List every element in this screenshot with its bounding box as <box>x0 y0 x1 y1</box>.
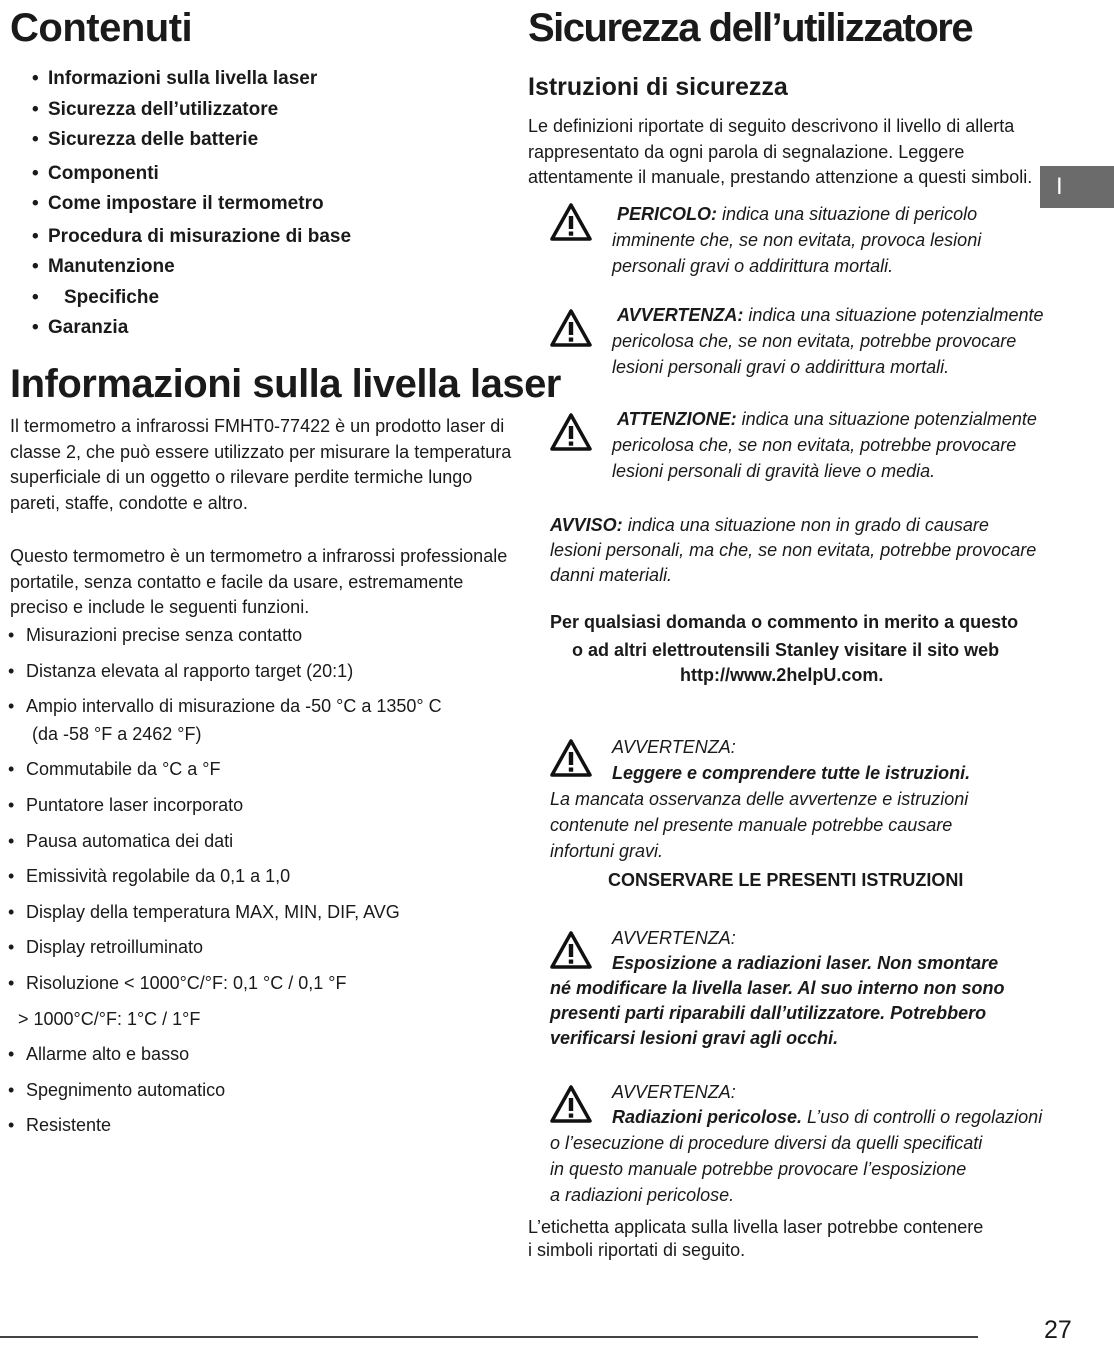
info-paragraph-1: Il termometro a infrarossi FMHT0-77422 è un prodotto laser di classe 2, che può essere utilizzato per misurare la temperatura superficiale di un oggetto o rilevare perdite termiche lungo pareti, staffe, condotte e altro. <box>10 416 512 513</box>
section-title-safety: Sicurezza dell’utilizzatore <box>528 6 973 50</box>
contact-info: Per qualsiasi domanda o commento in merito a questo o ad altri elettroutensili Stanley visitare il sito web http://www.2helpU.com. <box>550 612 1019 685</box>
toc-item[interactable]: • Componenti <box>32 162 159 184</box>
toc-item[interactable]: • Specifiche <box>32 286 160 308</box>
page-number: 27 <box>1044 1316 1072 1344</box>
warning-triangle-icon <box>550 412 592 452</box>
warning-block-text: La mancata osservanza delle avvertenze e istruzioni contenute nel presente manuale potrebbe causare infortuni gravi. <box>550 789 969 861</box>
laser-warning-text: Esposizione a radiazioni laser. Non smontare né modificare la livella laser. Al suo interno non sono presenti parti riparabili dall’utilizzatore. Potrebbero verificarsi lesioni gravi agli occhi. <box>550 953 1005 1048</box>
warning-block-label: AVVERTENZA: Leggere e comprendere tutte le istruzioni. <box>612 737 971 783</box>
list-item: • Display retroilluminato <box>8 937 204 958</box>
list-item: • Risoluzione < 1000°C/°F: 0,1 °C / 0,1 °F <box>8 972 347 993</box>
list-item: • Spegnimento automatico <box>8 1079 226 1100</box>
warning-triangle-icon <box>550 202 592 242</box>
toc-item[interactable]: • Garanzia <box>32 317 129 338</box>
warning-triangle-icon <box>550 308 592 348</box>
toc-item[interactable]: • Sicurezza dell’utilizzatore <box>32 98 279 120</box>
toc-item[interactable]: • Come impostare il termometro <box>32 193 324 214</box>
warning-definition: AVVERTENZA: indica una situazione potenzialmente pericolosa che, se non evitata, potrebbe provocare lesioni personali gravi o addirittura mortali. <box>612 305 1044 377</box>
list-item: • Misurazioni precise senza contatto <box>8 625 303 645</box>
list-item: • Allarme alto e basso <box>8 1044 190 1065</box>
toc-title: Contenuti <box>10 6 193 50</box>
toc-item[interactable]: • Sicurezza delle batterie <box>32 129 259 150</box>
radiation-warning-text: Radiazioni pericolose. L’uso di controlli o regolazioni o l’esecuzione di procedure diversi da quelli specificati in questo manuale potrebbe provocare l’esposizione a radiazioni pericolose. <box>550 1107 1043 1205</box>
danger-definition: PERICOLO: indica una situazione di pericolo imminente che, se non evitata, provoca lesioni personali gravi o addirittura mortali. <box>612 204 982 276</box>
toc-item[interactable]: • Manutenzione <box>32 256 175 277</box>
toc-item[interactable]: • Informazioni sulla livella laser <box>32 68 318 89</box>
safety-intro: Le definizioni riportate di seguito descrivono il livello di allerta rappresentato da ogni parola di segnalazione. Leggere attentamente il manuale, prestando attenzione a questi simboli. <box>528 116 1033 187</box>
list-item: • Distanza elevata al rapporto target (20:1) <box>8 660 354 681</box>
list-item: > 1000°C/°F: 1°C / 1°F <box>18 1008 201 1029</box>
radiation-warning-label: AVVERTENZA: <box>612 1082 736 1102</box>
list-item: • Puntatore laser incorporato <box>8 794 244 815</box>
warning-triangle-icon <box>550 738 592 778</box>
list-item: • Resistente <box>8 1115 112 1136</box>
section-subtitle: Istruzioni di sicurezza <box>528 73 788 101</box>
list-item: • Commutabile da °C a °F <box>8 759 221 780</box>
table-of-contents <box>32 64 351 344</box>
feature-list <box>8 623 442 1149</box>
list-item: (da -58 °F a 2462 °F) <box>32 723 202 744</box>
footer-divider <box>0 1336 978 1338</box>
list-item: • Emissività regolabile da 0,1 a 1,0 <box>8 866 291 887</box>
caution-definition: ATTENZIONE: indica una situazione potenzialmente pericolosa che, se non evitata, potrebbe provocare lesioni personali di gravità lieve o media. <box>612 409 1037 481</box>
info-paragraph-2: Questo termometro è un termometro a infrarossi professionale portatile, senza contatto e facile da usare, estremamente preciso e include le seguenti funzioni. <box>10 546 508 617</box>
list-item: • Display della temperatura MAX, MIN, DIF, AVG <box>8 901 400 922</box>
list-item: • Pausa automatica dei dati <box>8 830 234 851</box>
laser-warning-label: AVVERTENZA: <box>612 928 736 948</box>
label-note: L’etichetta applicata sulla livella laser potrebbe contenere i simboli riportati di seguito. <box>528 1217 984 1260</box>
toc-item[interactable]: • Procedura di misurazione di base <box>32 225 352 247</box>
keep-instructions-notice: CONSERVARE LE PRESENTI ISTRUZIONI <box>608 870 964 890</box>
notice-definition: AVVISO: indica una situazione non in grado di causare lesioni personali, ma che, se non evitata, potrebbe provocare danni materiali. <box>550 515 1037 585</box>
support-link[interactable]: http://www.2helpU.com. <box>680 665 884 685</box>
language-tab: I <box>1040 166 1114 208</box>
list-item: • Ampio intervallo di misurazione da -50 °C a 1350° C <box>8 696 442 717</box>
section-title-info: Informazioni sulla livella laser <box>10 362 561 406</box>
